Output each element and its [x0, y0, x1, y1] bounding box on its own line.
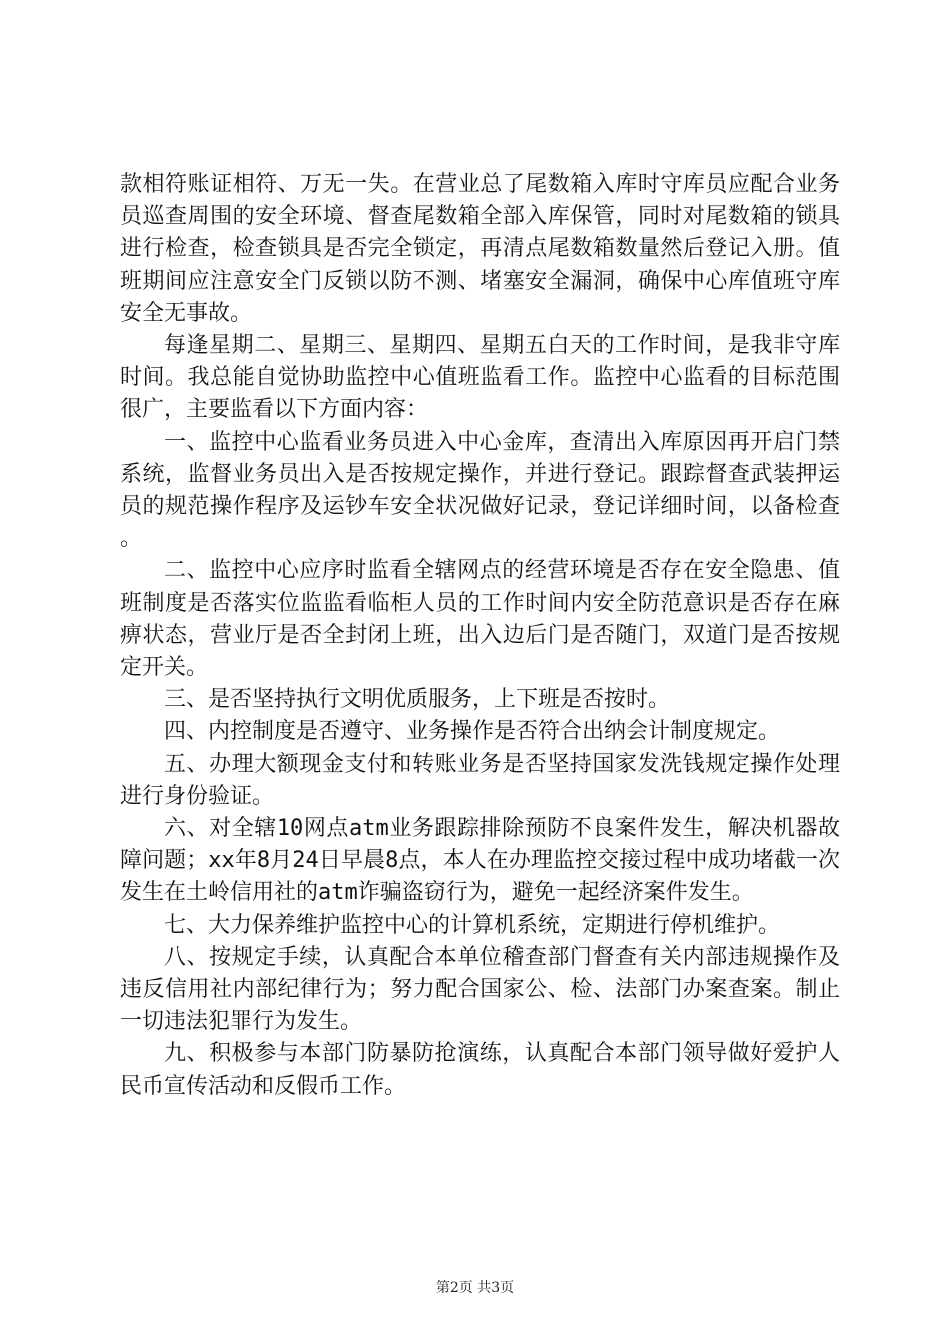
paragraph-item-1: 一、监控中心监看业务员进入中心金库，查清出入库原因再开启门禁系统，监督业务员出入是否按规定操作，并进行登记。跟踪督查武装押运员的规范操作程序及运钞车安全状况做好记录，登记详细时间，以备检查。: [120, 429, 840, 552]
paragraph-item-4: 四、内控制度是否遵守、业务操作是否符合出纳会计制度规定。: [164, 719, 781, 745]
page-footer: 第2页 共3页: [435, 1280, 515, 1296]
paragraph-item-9: 九、积极参与本部门防暴防抢演练，认真配合本部门领导做好爱护人民币宣传活动和反假币工作。: [120, 1041, 840, 1099]
paragraph-item-2: 二、监控中心应序时监看全辖网点的经营环境是否存在安全隐患、值班制度是否落实位监监看临柜人员的工作时间内安全防范意识是否存在麻痹状态，营业厅是否全封闭上班，出入边后门是否随门，双道门是否按规定开关。: [120, 558, 840, 681]
paragraph-item-7: 七、大力保养维护监控中心的计算机系统，定期进行停机维护。: [164, 912, 781, 938]
paragraph-item-5: 五、办理大额现金支付和转账业务是否坚持国家发洗钱规定操作处理进行身份验证。: [120, 751, 840, 809]
document-body: [120, 169, 840, 1103]
paragraph-continuation: 款相符账证相符、万无一失。在营业总了尾数箱入库时守库员应配合业务员巡查周围的安全环境、督查尾数箱全部入库保管，同时对尾数箱的锁具进行检查，检查锁具是否完全锁定，再清点尾数箱数量然后登记入册。值班期间应注意安全门反锁以防不测、堵塞安全漏洞，确保中心库值班守库安全无事故。: [120, 172, 840, 326]
paragraph-item-8: 八、按规定手续，认真配合本单位稽查部门督查有关内部违规操作及违反信用社内部纪律行为；努力配合国家公、检、法部门办案查案。制止一切违法犯罪行为发生。: [120, 944, 840, 1035]
paragraph-item-3: 三、是否坚持执行文明优质服务，上下班是否按时。: [164, 687, 671, 713]
paragraph-schedule: 每逢星期二、星期三、星期四、星期五白天的工作时间，是我非守库时间。我总能自觉协助监控中心值班监看工作。监控中心监看的目标范围很广，主要监看以下方面内容：: [120, 333, 840, 423]
paragraph-item-6: 六、对全辖10网点atm业务跟踪排除预防不良案件发生，解决机器故障问题；xx年8月24日早晨8点，本人在办理监控交接过程中成功堵截一次发生在土岭信用社的atm诈骗盗窃行为，避免一起经济案件发生。: [120, 816, 840, 906]
